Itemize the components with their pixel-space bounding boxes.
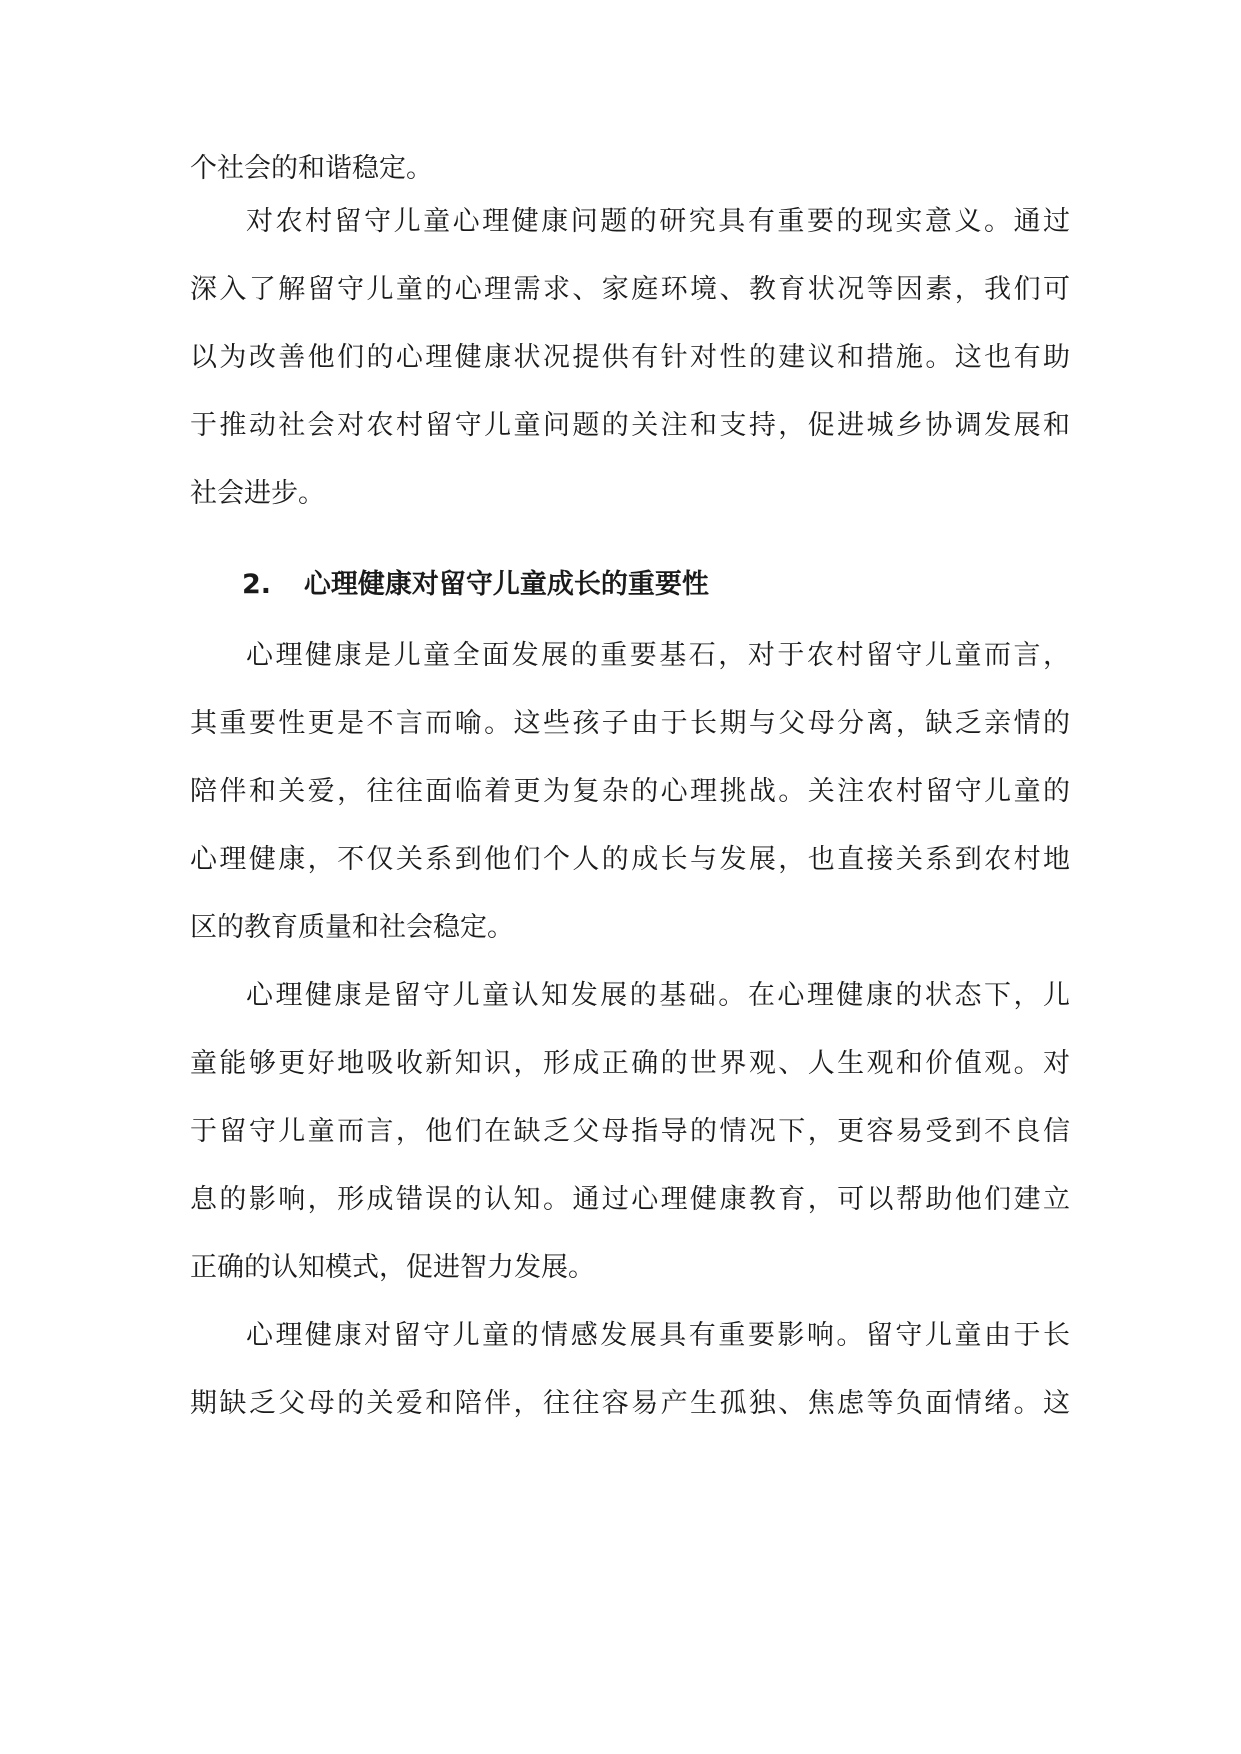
paragraph-line: 童能够更好地吸收新知识，形成正确的世界观、人生观和价值观。对 xyxy=(190,1048,1070,1079)
paragraph-line: 心理健康是儿童全面发展的重要基石，对于农村留守儿童而言， xyxy=(246,640,1070,671)
paragraph-line: 其重要性更是不言而喻。这些孩子由于长期与父母分离，缺乏亲情的 xyxy=(190,708,1070,739)
paragraph-line: 心理健康是留守儿童认知发展的基础。在心理健康的状态下，儿 xyxy=(246,980,1070,1011)
paragraph-line: 息的影响，形成错误的认知。通过心理健康教育，可以帮助他们建立 xyxy=(190,1184,1070,1215)
paragraph-line: 社会进步。 xyxy=(190,478,325,509)
paragraph-line: 陪伴和关爱，往往面临着更为复杂的心理挑战。关注农村留守儿童的 xyxy=(190,776,1070,807)
paragraph-line: 于留守儿童而言，他们在缺乏父母指导的情况下，更容易受到不良信 xyxy=(190,1116,1070,1147)
paragraph-line: 正确的认知模式，促进智力发展。 xyxy=(190,1252,595,1283)
paragraph-line: 以为改善他们的心理健康状况提供有针对性的建议和措施。这也有助 xyxy=(190,342,1070,373)
paragraph-line: 期缺乏父母的关爱和陪伴，往往容易产生孤独、焦虑等负面情绪。这 xyxy=(190,1388,1070,1419)
paragraph-line: 于推动社会对农村留守儿童问题的关注和支持，促进城乡协调发展和 xyxy=(190,410,1070,441)
paragraph-line: 对农村留守儿童心理健康问题的研究具有重要的现实意义。通过 xyxy=(246,206,1070,237)
section-number: 2. xyxy=(242,569,272,600)
section-title: 心理健康对留守儿童成长的重要性 xyxy=(303,569,709,600)
section-heading xyxy=(242,565,709,605)
paragraph-line: 心理健康对留守儿童的情感发展具有重要影响。留守儿童由于长 xyxy=(246,1320,1070,1351)
paragraph-line: 区的教育质量和社会稳定。 xyxy=(190,912,514,943)
paragraph-line: 个社会的和谐稳定。 xyxy=(190,153,433,184)
paragraph-line: 心理健康，不仅关系到他们个人的成长与发展，也直接关系到农村地 xyxy=(190,844,1070,875)
paragraph-line: 深入了解留守儿童的心理需求、家庭环境、教育状况等因素，我们可 xyxy=(190,274,1070,305)
